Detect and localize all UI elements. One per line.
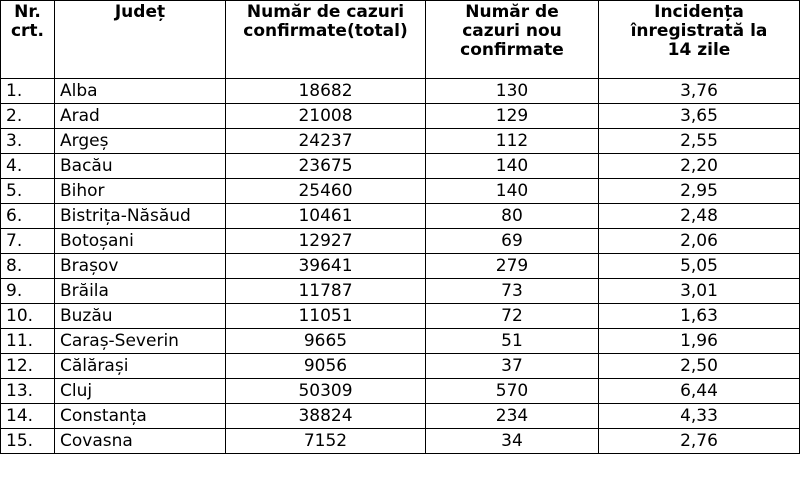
cell-judet: Brașov xyxy=(55,254,226,279)
header-judet: Județ xyxy=(55,1,226,79)
table-row xyxy=(1,129,800,154)
cell-judet: Argeș xyxy=(55,129,226,154)
table-row xyxy=(1,79,800,104)
cell-nr-crt: 10. xyxy=(1,304,55,329)
table-row xyxy=(1,404,800,429)
header-total-confirmed: Număr de cazuri confirmate(total) xyxy=(226,1,426,79)
cell-total-confirmed: 11787 xyxy=(226,279,426,304)
cell-judet: Alba xyxy=(55,79,226,104)
cell-new-confirmed: 72 xyxy=(426,304,599,329)
cell-incidence: 1,96 xyxy=(599,329,800,354)
cell-nr-crt: 11. xyxy=(1,329,55,354)
cell-new-confirmed: 51 xyxy=(426,329,599,354)
cell-judet: Călărași xyxy=(55,354,226,379)
cell-new-confirmed: 234 xyxy=(426,404,599,429)
cell-judet: Bistrița-Năsăud xyxy=(55,204,226,229)
cell-incidence: 3,76 xyxy=(599,79,800,104)
cell-total-confirmed: 39641 xyxy=(226,254,426,279)
cell-incidence: 2,06 xyxy=(599,229,800,254)
table-row xyxy=(1,354,800,379)
cell-total-confirmed: 21008 xyxy=(226,104,426,129)
cell-judet: Cluj xyxy=(55,379,226,404)
cell-nr-crt: 9. xyxy=(1,279,55,304)
table-row xyxy=(1,204,800,229)
cell-incidence: 3,01 xyxy=(599,279,800,304)
table-row xyxy=(1,254,800,279)
cell-total-confirmed: 12927 xyxy=(226,229,426,254)
cell-new-confirmed: 130 xyxy=(426,79,599,104)
cell-new-confirmed: 112 xyxy=(426,129,599,154)
cell-total-confirmed: 10461 xyxy=(226,204,426,229)
cell-new-confirmed: 37 xyxy=(426,354,599,379)
cell-incidence: 2,95 xyxy=(599,179,800,204)
header-nr-crt: Nr. crt. xyxy=(1,1,55,79)
cell-judet: Arad xyxy=(55,104,226,129)
cell-judet: Buzău xyxy=(55,304,226,329)
table-row xyxy=(1,154,800,179)
cell-incidence: 4,33 xyxy=(599,404,800,429)
header-incidence-14-days: Incidența înregistrată la 14 zile xyxy=(599,1,800,79)
cell-incidence: 3,65 xyxy=(599,104,800,129)
table-header-row xyxy=(1,1,800,79)
cell-new-confirmed: 80 xyxy=(426,204,599,229)
cell-nr-crt: 5. xyxy=(1,179,55,204)
table-row xyxy=(1,329,800,354)
cell-judet: Bihor xyxy=(55,179,226,204)
cell-nr-crt: 7. xyxy=(1,229,55,254)
cell-judet: Brăila xyxy=(55,279,226,304)
cell-new-confirmed: 140 xyxy=(426,154,599,179)
cell-incidence: 2,20 xyxy=(599,154,800,179)
table-row xyxy=(1,279,800,304)
cell-total-confirmed: 18682 xyxy=(226,79,426,104)
cell-incidence: 2,55 xyxy=(599,129,800,154)
table-row xyxy=(1,379,800,404)
cell-incidence: 2,48 xyxy=(599,204,800,229)
cell-judet: Constanța xyxy=(55,404,226,429)
cell-incidence: 6,44 xyxy=(599,379,800,404)
cell-new-confirmed: 140 xyxy=(426,179,599,204)
header-new-confirmed: Număr de cazuri nou confirmate xyxy=(426,1,599,79)
cell-nr-crt: 1. xyxy=(1,79,55,104)
table-row xyxy=(1,304,800,329)
cell-incidence: 1,63 xyxy=(599,304,800,329)
cell-incidence: 2,50 xyxy=(599,354,800,379)
cell-incidence: 5,05 xyxy=(599,254,800,279)
cell-nr-crt: 13. xyxy=(1,379,55,404)
table-row xyxy=(1,229,800,254)
cell-nr-crt: 12. xyxy=(1,354,55,379)
cell-new-confirmed: 34 xyxy=(426,429,599,454)
cell-nr-crt: 15. xyxy=(1,429,55,454)
cell-total-confirmed: 23675 xyxy=(226,154,426,179)
cell-nr-crt: 8. xyxy=(1,254,55,279)
cell-nr-crt: 4. xyxy=(1,154,55,179)
cell-nr-crt: 3. xyxy=(1,129,55,154)
cell-total-confirmed: 25460 xyxy=(226,179,426,204)
cell-total-confirmed: 24237 xyxy=(226,129,426,154)
cell-total-confirmed: 9665 xyxy=(226,329,426,354)
cell-judet: Botoșani xyxy=(55,229,226,254)
cell-new-confirmed: 279 xyxy=(426,254,599,279)
cell-incidence: 2,76 xyxy=(599,429,800,454)
table-row xyxy=(1,179,800,204)
table-row xyxy=(1,429,800,454)
cell-new-confirmed: 129 xyxy=(426,104,599,129)
cell-total-confirmed: 50309 xyxy=(226,379,426,404)
cell-total-confirmed: 9056 xyxy=(226,354,426,379)
cell-new-confirmed: 69 xyxy=(426,229,599,254)
cell-nr-crt: 6. xyxy=(1,204,55,229)
table-row xyxy=(1,104,800,129)
cell-total-confirmed: 11051 xyxy=(226,304,426,329)
cell-new-confirmed: 73 xyxy=(426,279,599,304)
cell-new-confirmed: 570 xyxy=(426,379,599,404)
cell-nr-crt: 2. xyxy=(1,104,55,129)
cell-judet: Covasna xyxy=(55,429,226,454)
cell-total-confirmed: 38824 xyxy=(226,404,426,429)
cell-nr-crt: 14. xyxy=(1,404,55,429)
cell-judet: Caraș-Severin xyxy=(55,329,226,354)
cell-total-confirmed: 7152 xyxy=(226,429,426,454)
cell-judet: Bacău xyxy=(55,154,226,179)
